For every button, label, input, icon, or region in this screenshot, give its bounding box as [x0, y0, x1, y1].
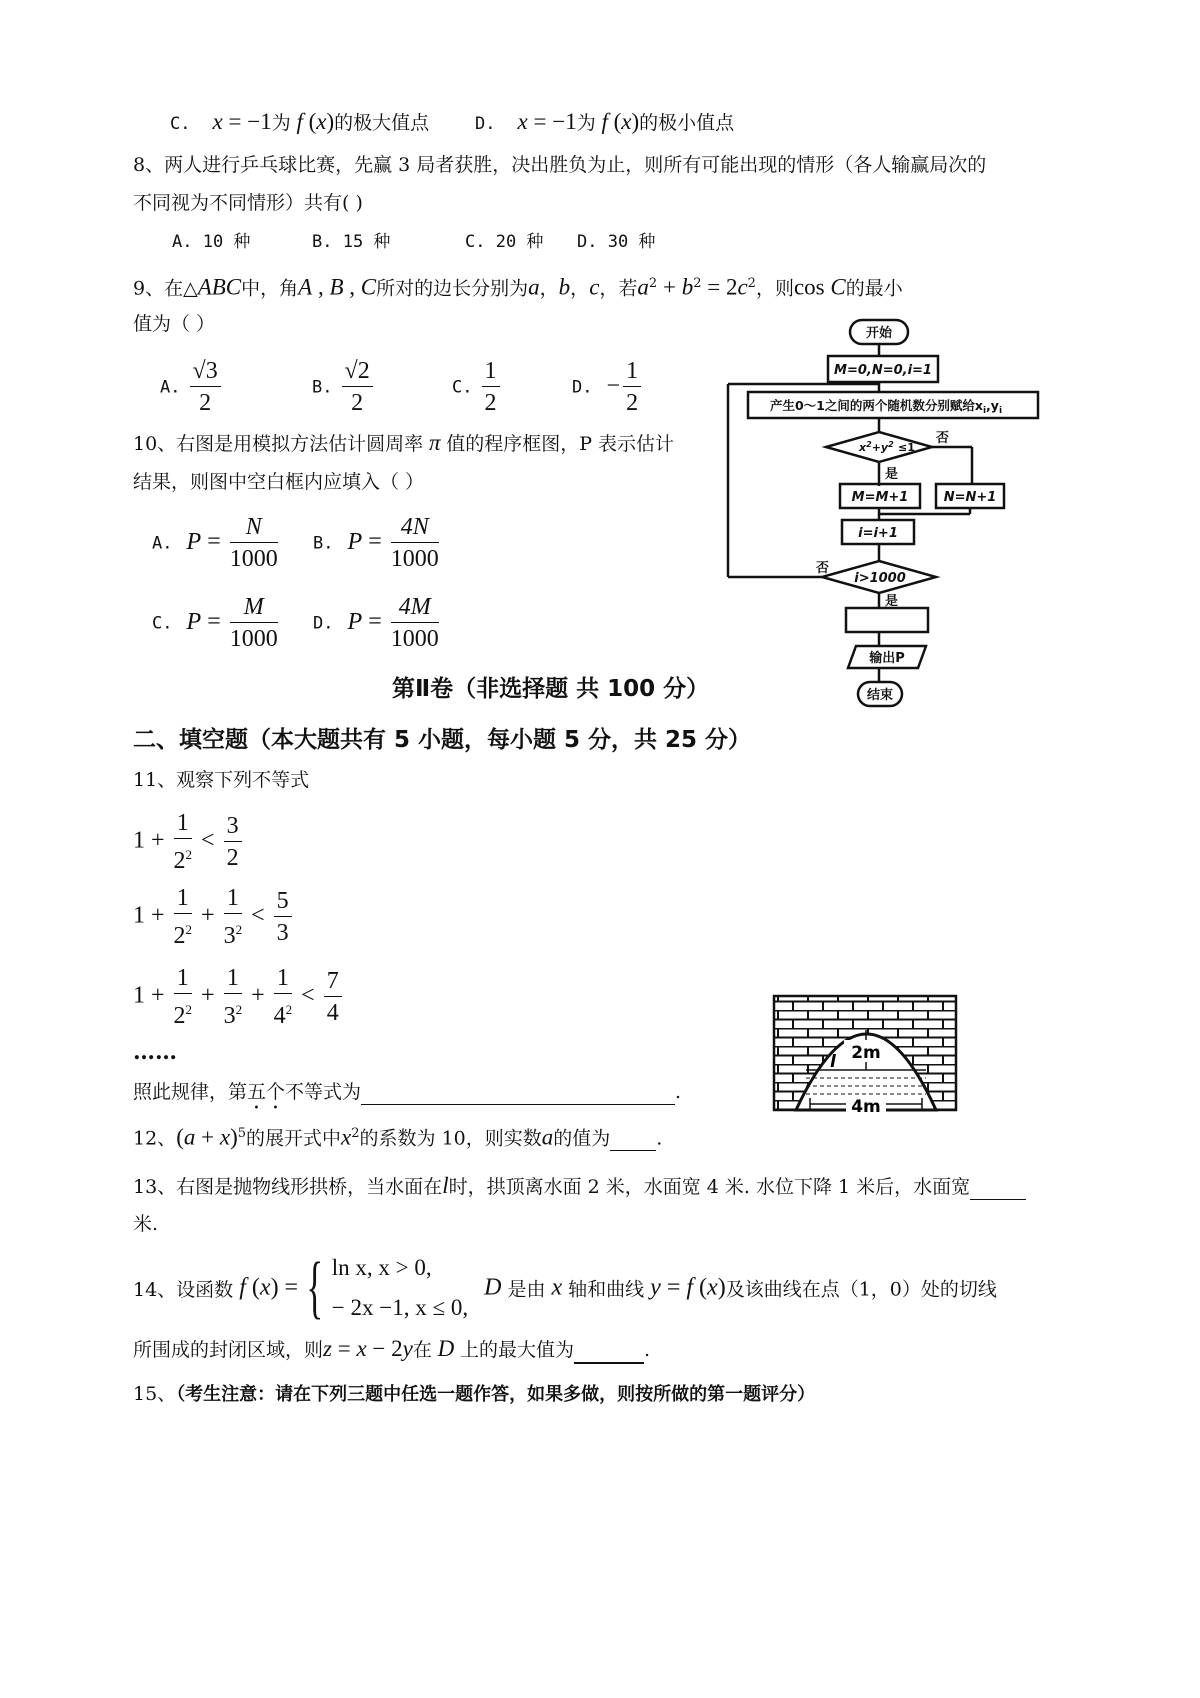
- q10-stem-line1: 10、右图是用模拟方法估计圆周率 π 值的程序框图，P 表示估计: [133, 430, 675, 455]
- q8-option-c: C. 20 种: [465, 232, 544, 252]
- fc-init-text: M=0,N=0,i=1: [834, 363, 932, 378]
- fc-yes-label-1: 是: [885, 467, 899, 482]
- q7-option-c: C. x = −1为 f (x)的极大值点: [170, 109, 430, 134]
- q14-case-1: ln x, x > 0,: [331, 1255, 432, 1280]
- fc-m-update-text: M=M+1: [851, 490, 909, 505]
- q9-option-b: B. $\frac{√2}{2}$: [312, 356, 376, 419]
- q8-stem-line2: 不同视为不同情形）共有( ): [133, 192, 363, 214]
- fc-cond2-text: i>1000: [854, 571, 906, 586]
- q8-option-d: D. 30 种: [577, 232, 656, 252]
- q11-answer-blank[interactable]: [361, 1080, 675, 1105]
- q8-option-a: A. 10 种: [172, 232, 251, 252]
- q14-stem-line2: 所围成的封闭区域，则z = x − 2y在 D 上的最大值为 .: [133, 1337, 650, 1364]
- fc-no-label-2: 否: [816, 561, 830, 576]
- q8-option-b: B. 15 种: [312, 232, 391, 252]
- bridge-water-label: l: [830, 1052, 836, 1072]
- q9-option-d: D. − $\frac{1}{2}$: [572, 356, 644, 419]
- fc-start-text: 开始: [865, 326, 893, 341]
- q14-case-2: − 2x −1, x ≤ 0,: [331, 1295, 469, 1320]
- fc-output-text: 输出P: [869, 651, 905, 666]
- q10-option-d: D. P = $\frac{4M}{1000}$: [313, 594, 439, 652]
- q9-option-c: C. $\frac{1}{2}$: [452, 356, 503, 419]
- q13-answer-blank[interactable]: [970, 1175, 1026, 1200]
- q9-stem-line1: 9、在△ABC中，角A , B , C所对的边长分别为a，b，c，若$a^2 + b^2 = 2c^2$，则cos C的最小: [133, 274, 903, 300]
- q15-stem: 15、（考生注意：请在下列三题中任选一题作答，如果多做，则按所做的第一题评分）: [133, 1383, 816, 1405]
- q12-answer-blank[interactable]: [610, 1126, 656, 1151]
- flowchart-diagram: [720, 316, 1050, 712]
- q10-option-b: B. P = $\frac{4N}{1000}$: [313, 514, 439, 572]
- q11-ellipsis: ……: [133, 1039, 177, 1065]
- bridge-figure: [770, 992, 960, 1116]
- fc-gen-text: 产生0～1之间的两个随机数分别赋给$x_i,y_i$: [769, 398, 1003, 416]
- q11-conclusion: 照此规律，第五个不等式为 .: [133, 1081, 682, 1103]
- q7-option-d: D. x = −1为 f (x)的极小值点: [475, 109, 735, 134]
- fc-blank-box: [846, 608, 928, 632]
- fc-i-update-text: i=i+1: [858, 526, 898, 541]
- q12-stem: 12、$(a + x)^5$的展开式中$x^2$的系数为 10，则实数a的值为 .: [133, 1124, 663, 1150]
- q10-option-a: A. P = $\frac{N}{1000}$: [152, 514, 278, 572]
- fc-no-label-1: 否: [936, 431, 950, 446]
- fc-end-text: 结束: [866, 688, 894, 703]
- fc-cond1-lhs: $x^2+y^2$: [859, 440, 894, 454]
- q10-stem-line2: 结果，则图中空白框内应填入（ ）: [133, 471, 425, 493]
- fc-cond1-text: ≤1: [898, 441, 915, 454]
- fc-yes-label-2: 是: [885, 594, 899, 609]
- q11-intro: 11、观察下列不等式: [133, 769, 310, 791]
- q11-inequality-1: 1 + $\frac{1}{2^2}$ < $\frac{3}{2}$: [133, 808, 245, 877]
- fc-n-update-text: N=N+1: [943, 490, 997, 505]
- q14-stem-line1: 14、设函数 f (x) = { ln x, x > 0, − 2x −1, x ≤ 0, D 是由 x 轴和曲线 y = f (x)及该曲线在点（1，0）处的切线: [133, 1249, 997, 1326]
- q14-answer-blank[interactable]: [574, 1338, 644, 1364]
- bridge-height-label: 2m: [851, 1043, 881, 1063]
- q13-stem-line1: 13、右图是抛物线形拱桥，当水面在l时，拱顶离水面 2 米，水面宽 4 米. 水位下降 1 米后，水面宽: [133, 1174, 1026, 1200]
- q9-option-a: A. $\frac{√3}{2}$: [160, 356, 224, 419]
- q10-option-c: C. P = $\frac{M}{1000}$: [152, 594, 278, 652]
- section-2-title: 第Ⅱ卷（非选择题 共 100 分）: [392, 676, 710, 702]
- q13-stem-line2: 米.: [133, 1213, 159, 1235]
- bridge-width-label: 4m: [851, 1097, 881, 1116]
- q9-stem-line2: 值为（ ）: [133, 313, 216, 335]
- fill-in-section-title: 二、填空题（本大题共有 5 小题，每小题 5 分，共 25 分）: [133, 727, 752, 753]
- q8-stem-line1: 8、两人进行乒乓球比赛，先赢 3 局者获胜，决出胜负为止，则所有可能出现的情形（各人输赢局次的: [133, 154, 987, 176]
- q11-inequality-3: 1 + $\frac{1}{2^2}$ + $\frac{1}{3^2}$ + $\frac{1}{4^2}$ < $\frac{7}{4}$: [133, 963, 345, 1032]
- q11-inequality-2: 1 + $\frac{1}{2^2}$ + $\frac{1}{3^2}$ < $\frac{5}{3}$: [133, 883, 295, 952]
